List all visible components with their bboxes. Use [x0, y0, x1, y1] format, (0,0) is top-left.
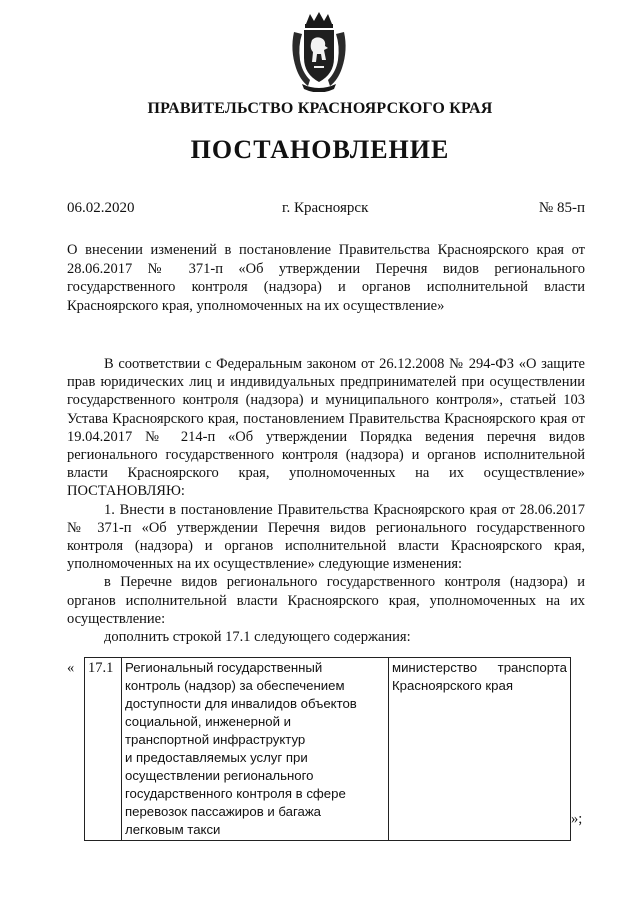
amendment-table — [84, 657, 571, 841]
control-type-cell — [122, 658, 389, 841]
document-city: г. Красноярск — [282, 200, 369, 216]
control-type-line: социальной, инженерной и — [125, 714, 291, 729]
control-type-line: государственного контроля в сфере — [125, 786, 346, 801]
document-number: № 85-п — [538, 200, 585, 216]
government-title: ПРАВИТЕЛЬСТВО КРАСНОЯРСКОГО КРАЯ — [147, 100, 493, 117]
amendment-block — [67, 657, 585, 837]
control-type-line: контроль (надзор) за обеспечением — [125, 678, 345, 693]
opening-quote: « — [67, 660, 75, 676]
item-1-sub-paragraph-2: дополнить строкой 17.1 следующего содержания: — [104, 629, 411, 646]
table-row — [85, 658, 571, 841]
document-type-title: ПОСТАНОВЛЕНИЕ — [190, 135, 450, 164]
document-body — [67, 355, 585, 646]
item-1-paragraph: 1. Внести в постановление Правительства Красноярского края от 28.06.2017 № 371-п «Об утверждении Перечня видов регионального государственного контроля (надзора) и органов исполнительной власти Красноярского края, уполномоченных на их осуществление» следующие изменения: — [67, 501, 585, 573]
control-type-line: перевозок пассажиров и багажа — [125, 804, 322, 819]
control-type-line: доступности для инвалидов объектов — [125, 696, 357, 711]
authority-cell: министерство транспорта Красноярского края — [389, 658, 571, 841]
control-type-line: Региональный государственный — [125, 660, 323, 675]
document-date: 06.02.2020 — [67, 200, 135, 216]
control-type-line: осуществлении регионального — [125, 768, 314, 783]
preamble-paragraph: В соответствии с Федеральным законом от 26.12.2008 № 294-ФЗ «О защите прав юридических лиц и индивидуальных предпринимателей при осуществлении государственного контроля (надзора) и муниципального контроля», статьей 103 Устава Красноярского края, постановлением Правительства Красноярского края от 19.04.2017 № 214-п «Об утверждении Порядка ведения перечня видов регионального государственного контроля (надзора) и органов исполнительной власти Красноярского края, уполномоченных на их осуществление» ПОСТАНОВЛЯЮ: — [67, 356, 585, 500]
closing-quote: »; — [571, 811, 583, 827]
document-subject: О внесении изменений в постановление Правительства Красноярского края от 28.06.2017 № 371-п «Об утверждении Перечня видов регионального государственного контроля (надзора) и органов исполнительной власти Красноярского края, уполномоченных на их осуществление» — [67, 242, 585, 314]
control-type-line: легковым такси — [125, 822, 221, 837]
item-1-sub-paragraph: в Перечне видов регионального государственного контроля (надзора) и органов исполнительной власти Красноярского края, уполномоченных на их осуществление: — [67, 574, 585, 627]
control-type-line: транспортной инфраструктур — [125, 732, 306, 747]
control-type-line: и предоставляемых услуг при — [125, 750, 308, 765]
row-number-cell: 17.1 — [85, 658, 122, 841]
coat-of-arms-icon — [288, 10, 350, 92]
